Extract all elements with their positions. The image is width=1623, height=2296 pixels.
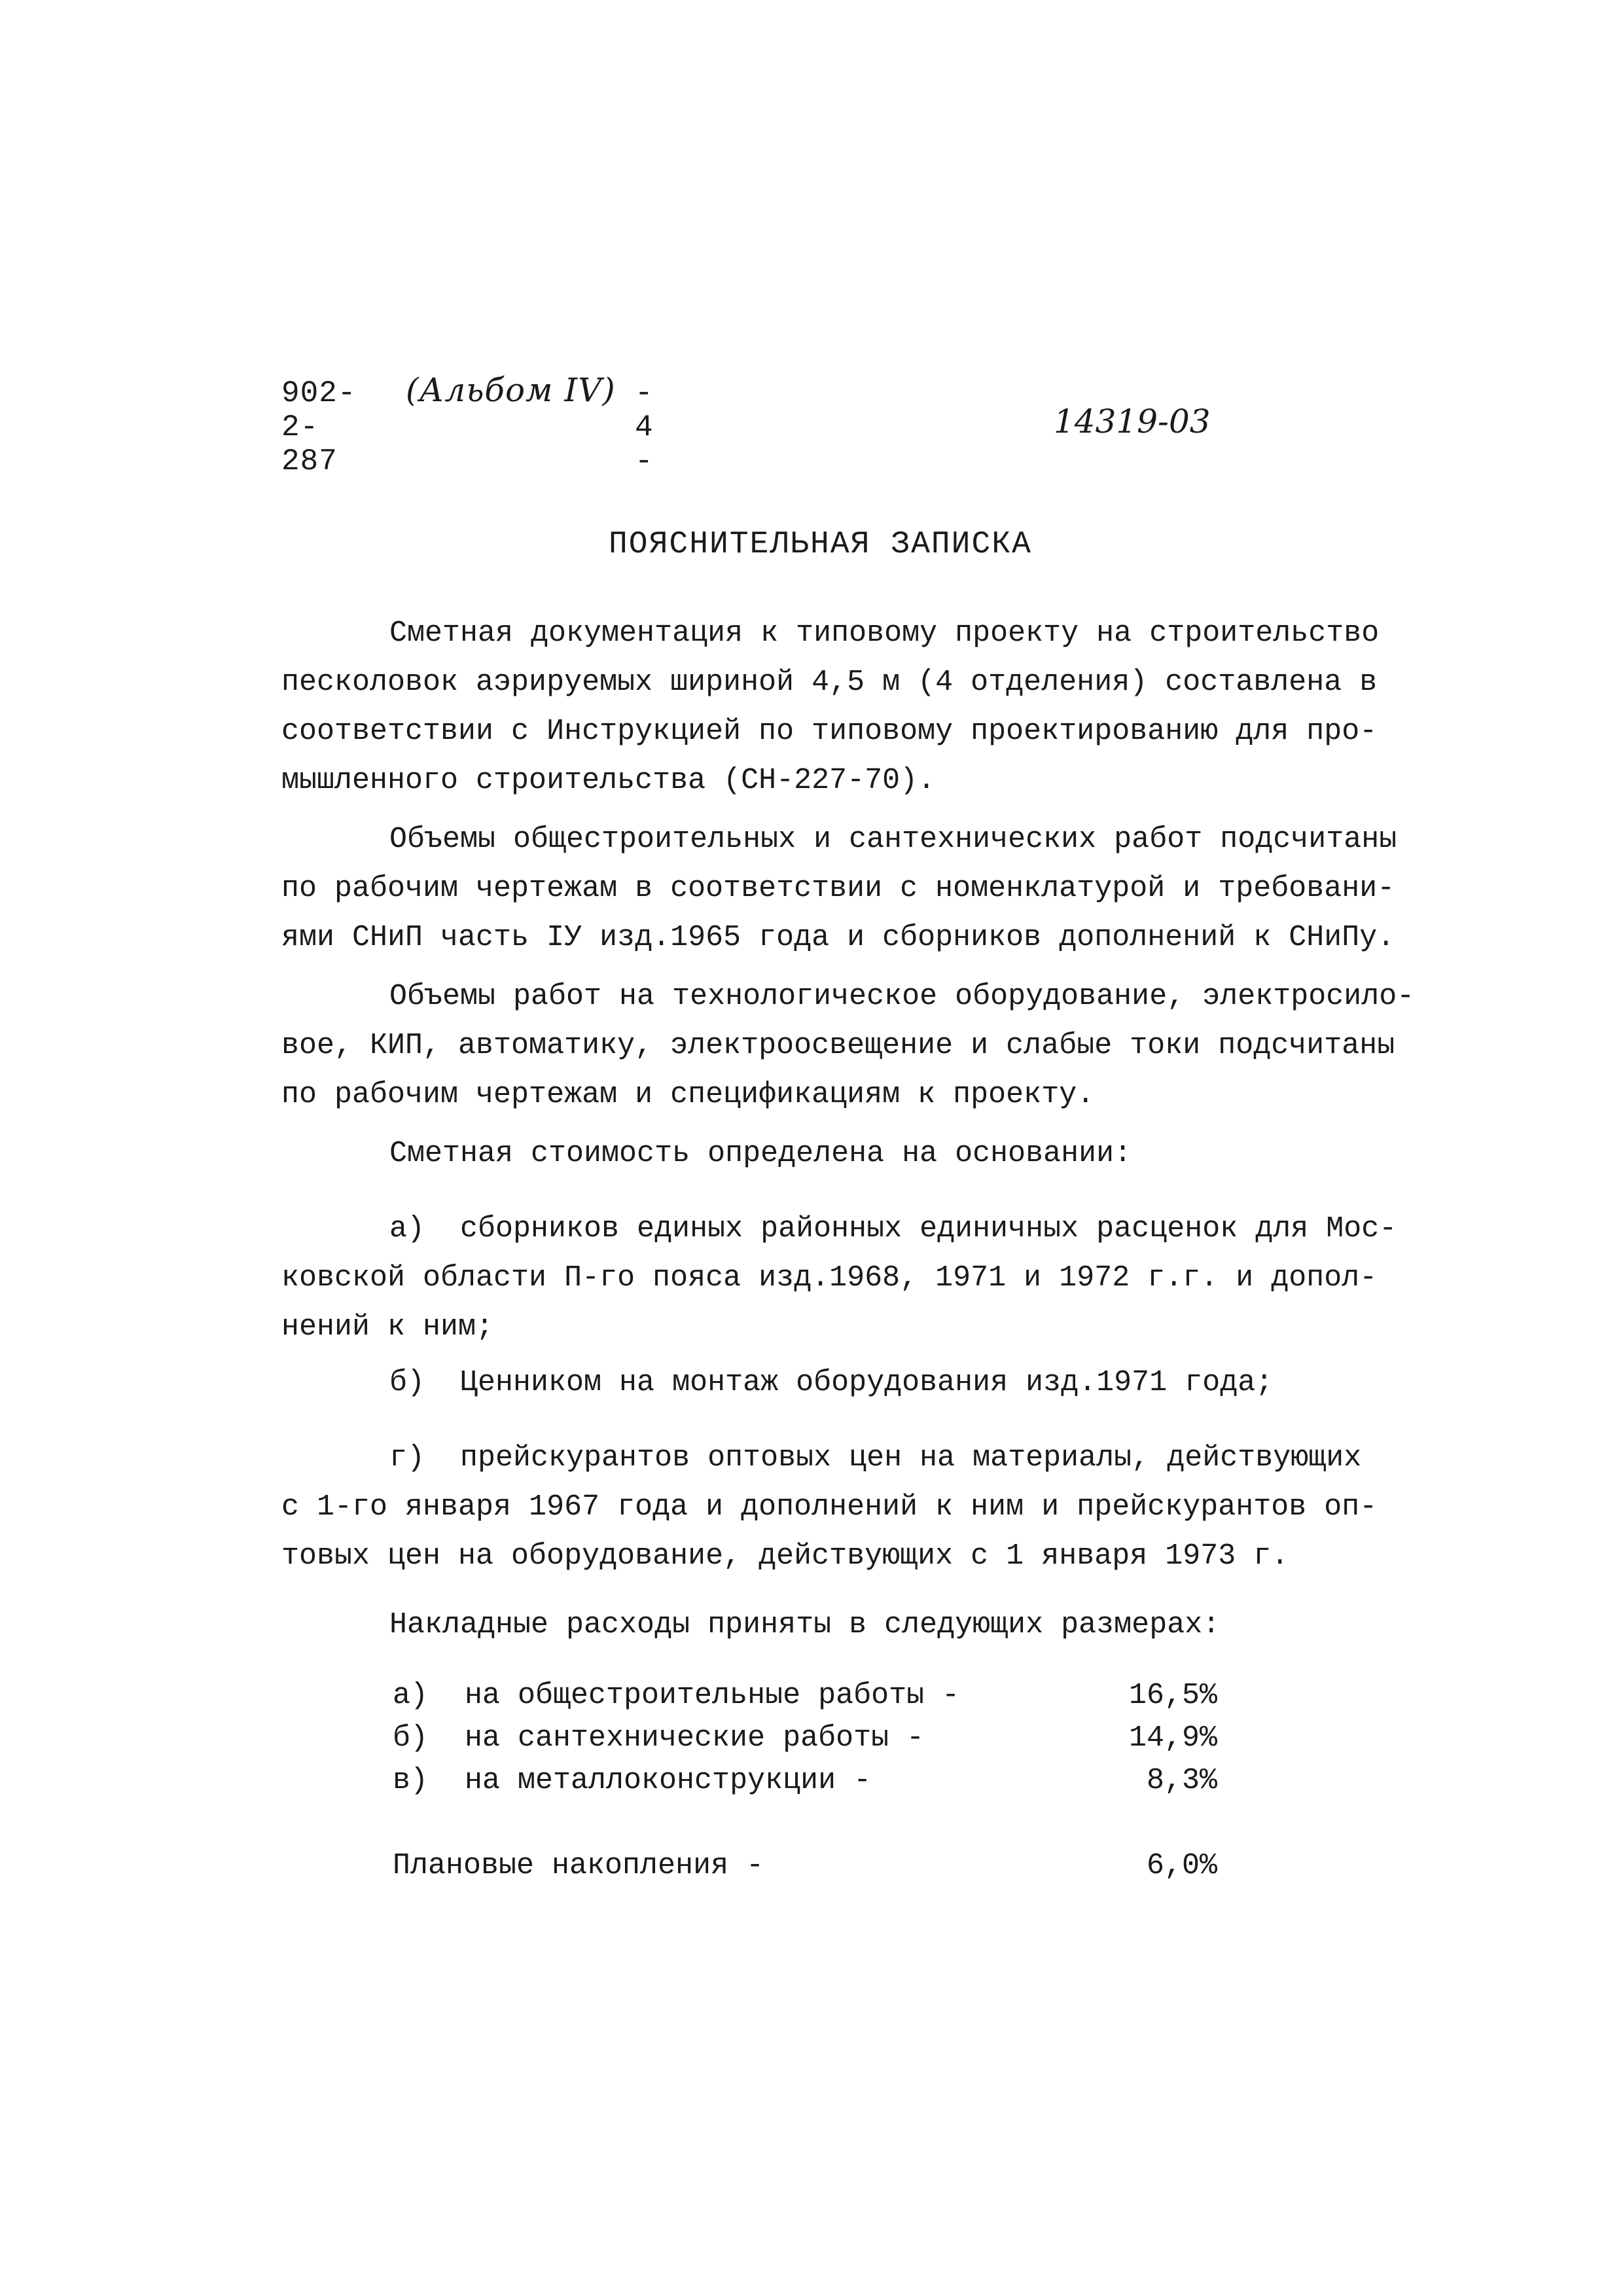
text-line: с 1-го января 1967 года и дополнений к ним и прейскурантов оп- xyxy=(281,1490,1378,1524)
planned-label: Плановые накопления - xyxy=(393,1849,764,1882)
page-number: - 4 - xyxy=(635,376,654,478)
text-line: песколовок аэрируемых шириной 4,5 м (4 отделения) составлена в xyxy=(281,666,1378,699)
overhead-value: 8,3% xyxy=(1146,1764,1217,1797)
album-note: (Альбом IV) xyxy=(406,371,616,409)
document-title: ПОЯСНИТЕЛЬНАЯ ЗАПИСКА xyxy=(609,527,1032,562)
overhead-label: на общестроительные работы - xyxy=(465,1679,960,1712)
text-line: Объемы общестроительных и сантехнических работ подсчитаны xyxy=(389,823,1397,856)
paragraph-item-a xyxy=(281,1204,1446,1352)
text-line: соответствии с Инструкцией по типовому проектированию для про- xyxy=(281,715,1378,748)
text-line: товых цен на оборудование, действующих с 1 января 1973 г. xyxy=(281,1539,1289,1573)
overhead-letter: а) xyxy=(393,1679,429,1712)
paragraph-overheads-intro xyxy=(281,1600,1446,1649)
text-line: нений к ним; xyxy=(281,1310,494,1344)
text-line: г) прейскурантов оптовых цен на материалы, действующих xyxy=(389,1441,1362,1475)
text-line: мышленного строительства (СН-227-70). xyxy=(281,764,936,797)
text-line: а) сборников единых районных единичных расценок для Мос- xyxy=(389,1212,1397,1246)
overhead-letter: б) xyxy=(393,1721,429,1755)
overhead-label: на сантехнические работы - xyxy=(465,1721,925,1755)
planned-value: 6,0% xyxy=(1146,1849,1217,1882)
text-line: Сметная стоимость определена на основании: xyxy=(389,1137,1132,1170)
paragraph-equipment xyxy=(281,972,1446,1119)
text-line: Сметная документация к типовому проекту на строительство xyxy=(389,617,1380,650)
overhead-value: 16,5% xyxy=(1128,1679,1217,1712)
text-line: б) Ценником на монтаж оборудования изд.1971 года; xyxy=(389,1366,1274,1399)
text-line: Объемы работ на технологическое оборудование, электросило- xyxy=(389,980,1415,1013)
text-line: Накладные расходы приняты в следующих размерах: xyxy=(389,1608,1221,1641)
archive-stamp: 14319-03 xyxy=(1054,403,1211,440)
paragraph-basis xyxy=(281,1129,1446,1178)
planned-accumulations-row xyxy=(393,1849,1217,1882)
text-line: по рабочим чертежам в соответствии с номенклатурой и требовани- xyxy=(281,872,1395,905)
overhead-value: 14,9% xyxy=(1128,1721,1217,1755)
paragraph-intro xyxy=(281,609,1446,805)
paragraph-item-b xyxy=(281,1358,1446,1407)
overhead-label: на металлоконструкции - xyxy=(465,1764,872,1797)
overhead-letter: в) xyxy=(393,1764,429,1797)
text-line: по рабочим чертежам и спецификациям к проекту. xyxy=(281,1078,1095,1111)
paragraph-item-g xyxy=(281,1433,1446,1581)
text-line: вое, КИП, автоматику, электроосвещение и слабые токи подсчитаны xyxy=(281,1029,1395,1062)
doc-code: 902-2-287 xyxy=(281,376,357,478)
paragraph-volumes xyxy=(281,815,1446,962)
text-line: ями СНиП часть IУ изд.1965 года и сборников дополнений к СНиПу. xyxy=(281,921,1395,954)
text-line: ковской области П-го пояса изд.1968, 1971 и 1972 г.г. и допол- xyxy=(281,1261,1378,1295)
